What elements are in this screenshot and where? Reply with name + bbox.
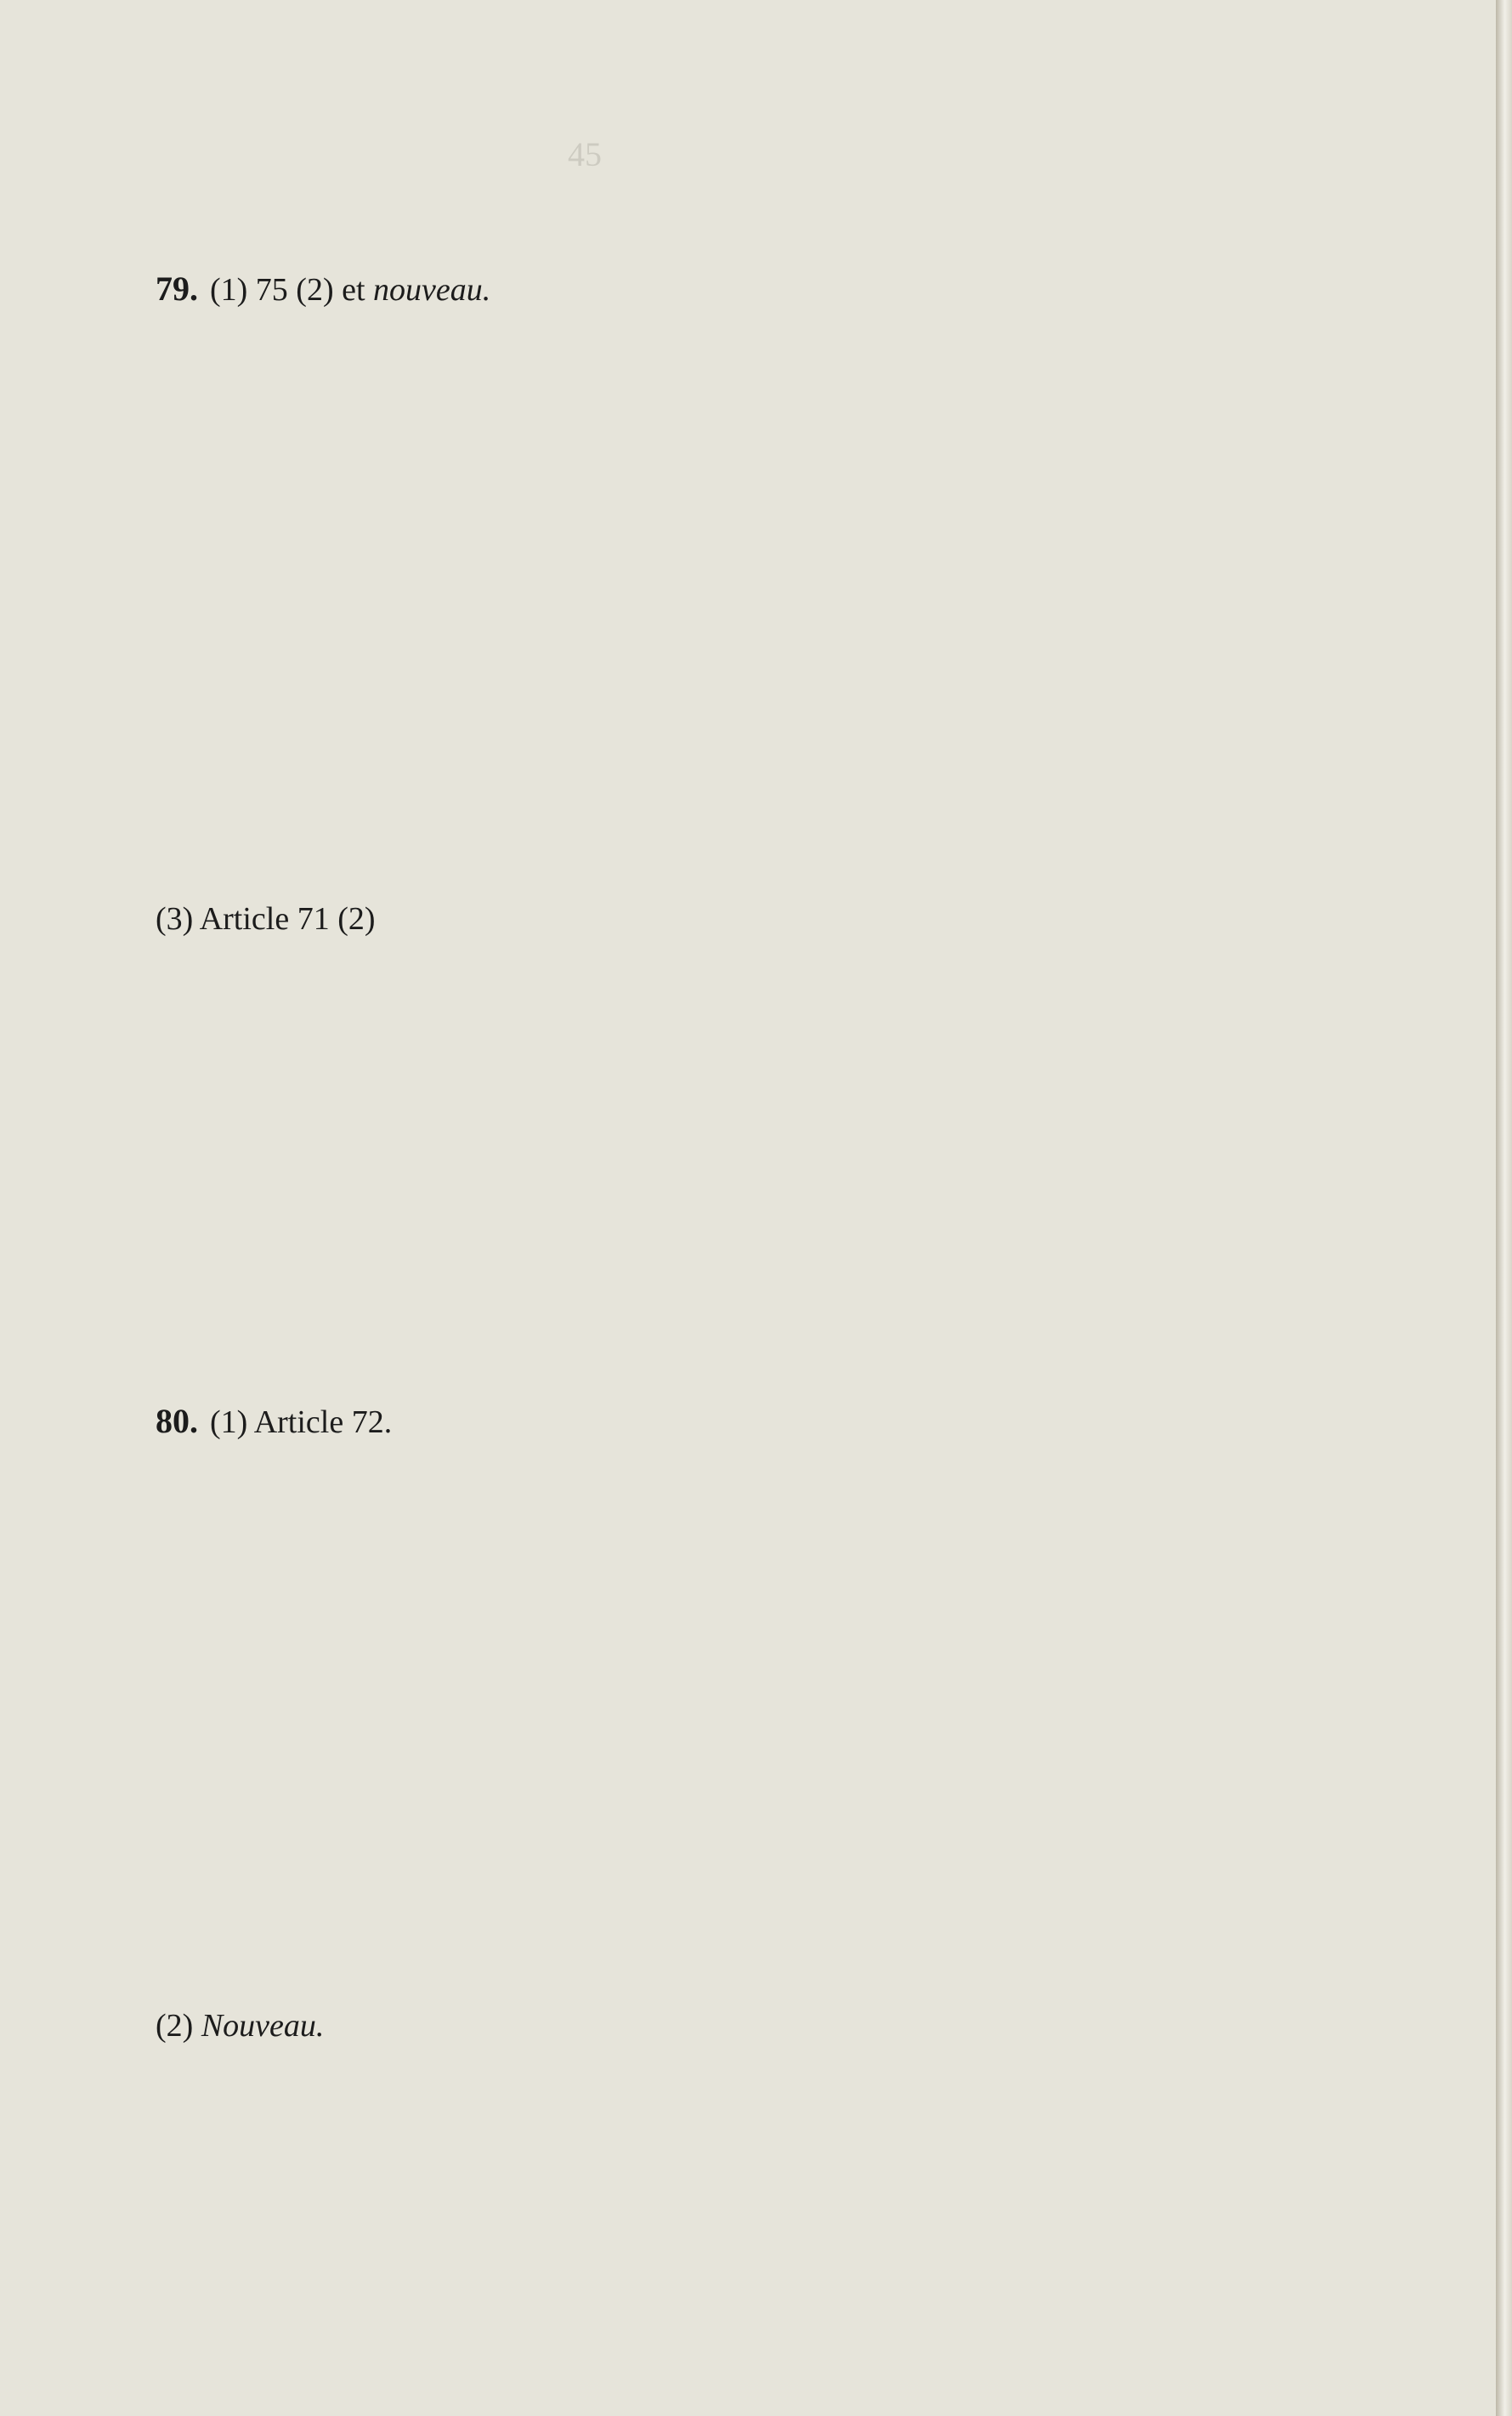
- reference-emphasis: nouveau.: [373, 272, 491, 308]
- section-number: 80.: [156, 1402, 198, 1440]
- reference-emphasis: Nouveau.: [201, 2008, 325, 2044]
- bleed-through-page-number: 45: [568, 135, 602, 173]
- subsection-2-reference: [156, 2010, 324, 2042]
- reference-text: (2): [156, 2008, 201, 2044]
- section-number: 79.: [156, 269, 198, 308]
- reference-text: (3) Article 71 (2): [156, 901, 376, 937]
- reference-text: (1) 75 (2) et: [210, 272, 374, 308]
- reference-text: (1) Article 72.: [210, 1404, 393, 1440]
- subsection-3-reference: [156, 903, 376, 935]
- section-79-reference: [156, 269, 491, 308]
- page-edge: [1496, 0, 1512, 2416]
- section-80-reference: [156, 1404, 392, 1438]
